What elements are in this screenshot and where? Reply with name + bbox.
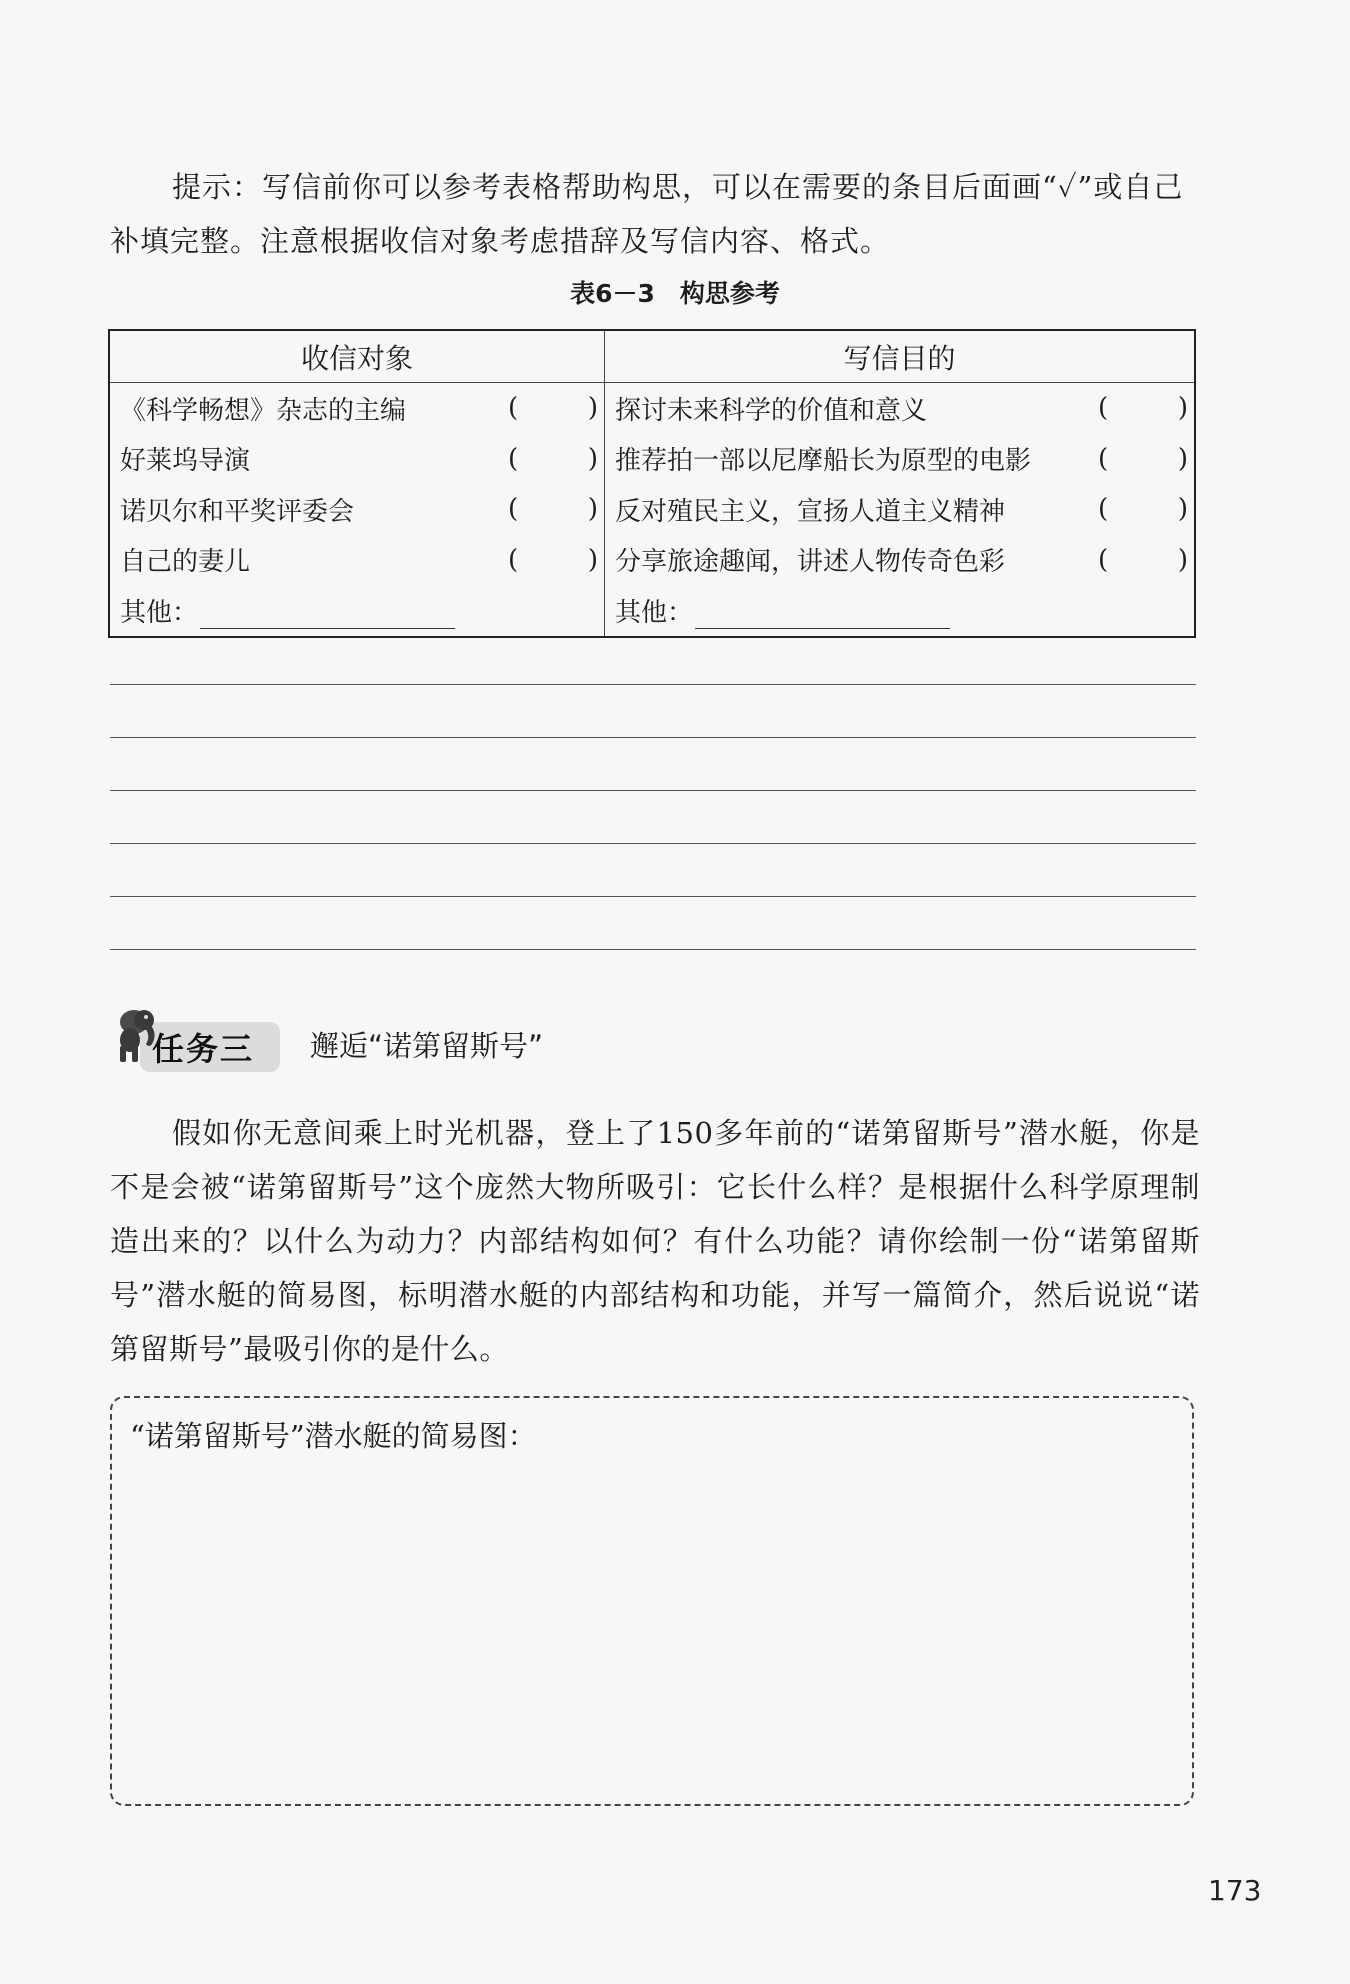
task-badge xyxy=(112,1000,280,1076)
planning-table xyxy=(108,329,1196,638)
table-caption: 表6－3 构思参考 xyxy=(570,279,780,308)
table-row xyxy=(109,383,1195,434)
recipient-cell xyxy=(109,434,605,485)
purpose-text: 分享旅途趣闻，讲述人物传奇色彩 xyxy=(615,547,1006,578)
task-badge-label: 任务三 xyxy=(152,1030,255,1068)
task-title: 邂逅“诺第留斯号” xyxy=(310,1029,544,1063)
check-blank[interactable]: ( ) xyxy=(1098,393,1188,424)
recipient-other-cell xyxy=(109,585,605,637)
purpose-cell xyxy=(605,484,1196,535)
writing-line[interactable] xyxy=(110,949,1196,950)
other-label: 其他： xyxy=(615,597,694,628)
purpose-text: 推荐拍一部以尼摩船长为原型的电影 xyxy=(615,446,1032,477)
purpose-cell xyxy=(605,535,1196,586)
other-purpose-blank[interactable] xyxy=(695,604,950,629)
recipient-cell xyxy=(109,383,605,434)
purpose-text: 探讨未来科学的价值和意义 xyxy=(615,395,928,426)
other-label: 其他： xyxy=(120,597,199,628)
recipient-text: 《科学畅想》杂志的主编 xyxy=(120,395,407,426)
writing-line[interactable] xyxy=(110,896,1196,897)
recipient-text: 自己的妻儿 xyxy=(120,547,251,578)
writing-line[interactable] xyxy=(110,843,1196,844)
page-number: 173 xyxy=(1208,1874,1262,1907)
sketch-label: “诺第留斯号”潜水艇的简易图： xyxy=(130,1419,537,1453)
table-header-row xyxy=(109,330,1195,383)
purpose-text: 反对殖民主义，宣扬人道主义精神 xyxy=(615,496,1006,527)
writing-line[interactable] xyxy=(110,790,1196,791)
purpose-other-cell xyxy=(605,585,1196,637)
check-blank[interactable]: ( ) xyxy=(508,393,598,424)
check-blank[interactable]: ( ) xyxy=(508,494,598,525)
check-blank[interactable]: ( ) xyxy=(1098,494,1188,525)
sketch-area[interactable] xyxy=(110,1396,1194,1806)
check-blank[interactable]: ( ) xyxy=(508,544,598,575)
recipient-text: 诺贝尔和平奖评委会 xyxy=(120,496,355,527)
check-blank[interactable]: ( ) xyxy=(1098,544,1188,575)
table-row xyxy=(109,434,1195,485)
table-row-other xyxy=(109,585,1195,637)
writing-line[interactable] xyxy=(110,737,1196,738)
other-recipient-blank[interactable] xyxy=(200,604,455,629)
header-purpose: 写信目的 xyxy=(605,330,1196,383)
purpose-cell xyxy=(605,383,1196,434)
table-row xyxy=(109,484,1195,535)
recipient-cell xyxy=(109,484,605,535)
task-body: 假如你无意间乘上时光机器，登上了150多年前的“诺第留斯号”潜水艇，你是不是会被“诺第留斯号”这个庞然大物所吸引：它长什么样？是根据什么科学原理制造出来的？以什么为动力？内部结构如何？有什么功能？请你绘制一份“诺第留斯号”潜水艇的简易图，标明潜水艇的内部结构和功能，并写一篇简介，然后说说“诺第留斯号”最吸引你的是什么。 xyxy=(110,1116,1200,1366)
header-recipient: 收信对象 xyxy=(109,330,605,383)
recipient-cell xyxy=(109,535,605,586)
purpose-cell xyxy=(605,434,1196,485)
writing-line[interactable] xyxy=(110,684,1196,685)
recipient-text: 好莱坞导演 xyxy=(120,446,251,477)
hint-paragraph: 提示：写信前你可以参考表格帮助构思，可以在需要的条目后面画“✓”或自己补填完整。注意根据收信对象考虑措辞及写信内容、格式。 xyxy=(110,170,1184,258)
check-blank[interactable]: ( ) xyxy=(508,443,598,474)
check-blank[interactable]: ( ) xyxy=(1098,443,1188,474)
table-row xyxy=(109,535,1195,586)
